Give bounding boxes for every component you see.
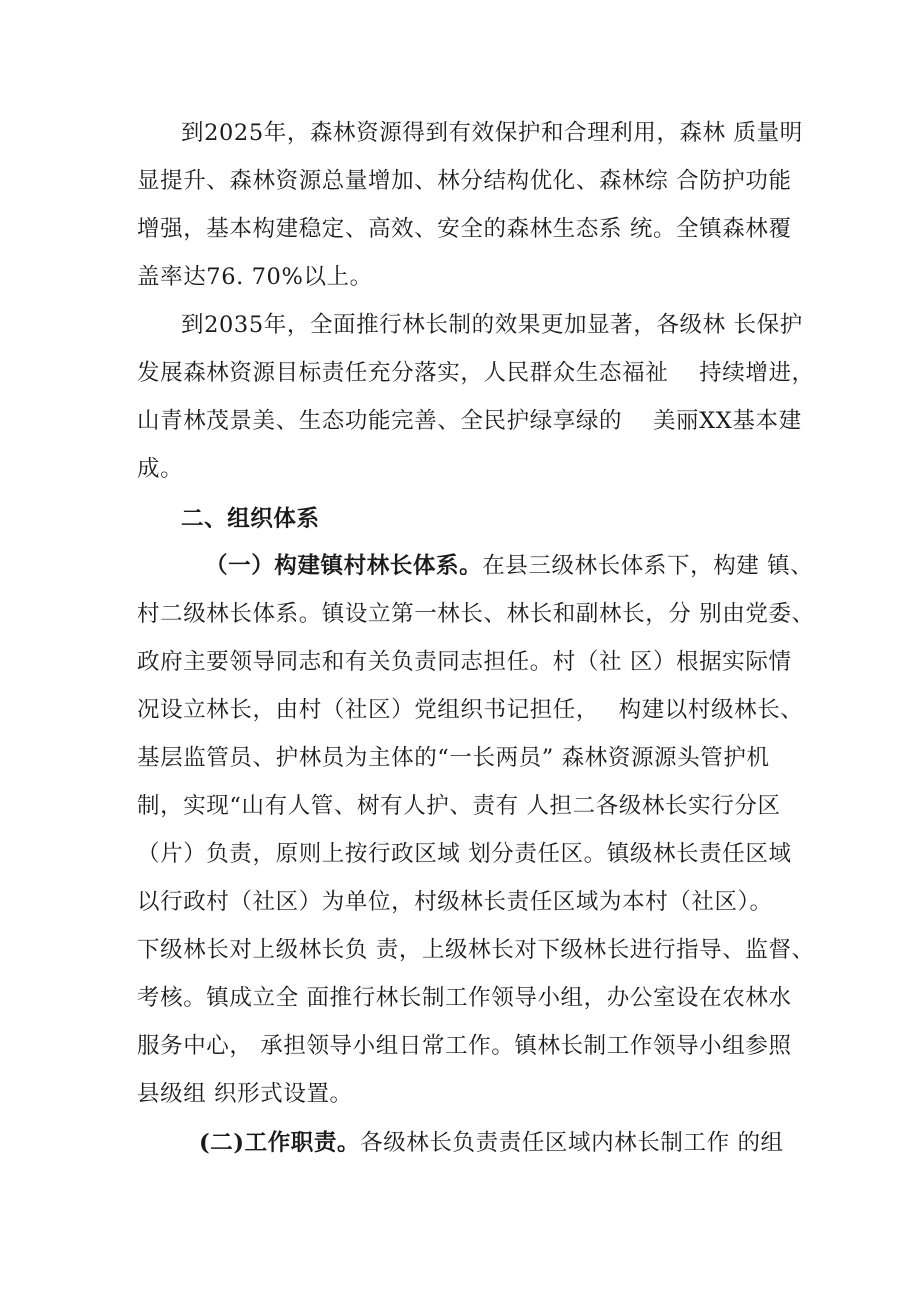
subsection-title: (二)工作职责。 — [199, 1130, 361, 1156]
paragraph-line: 山青林茂景美、生态功能完善、全民护绿享绿的 美丽XX基本建 — [137, 408, 802, 434]
paragraph-line: 制，实现“山有人管、树有人护、责有 人担二各级林长实行分区 — [137, 793, 781, 819]
paragraph-line: 以行政村（社区）为单位，村级林长责任区域为本村（社区）。 — [137, 889, 773, 915]
paragraph-line: 村二级林长体系。镇设立第一林长、林长和副林长，分 别由党委、 — [137, 601, 815, 627]
paragraph-line: 增强，基本构建稳定、高效、安全的森林生态系 统。全镇森林覆 — [137, 216, 792, 242]
paragraph-line: （片）负责，原则上按行政区域 划分责任区。镇级林长责任区域 — [137, 841, 792, 867]
paragraph-line: 到2025年，森林资源得到有效保护和合理利用，森林 质量明 — [181, 120, 803, 146]
paragraph-line: 下级林长对上级林长负 责，上级林长对下级林长进行指导、监督、 — [137, 937, 815, 963]
paragraph-text: 在县三级林长体系下，构建 镇、 — [482, 553, 814, 579]
section-heading: 二、组织体系 — [181, 506, 320, 532]
paragraph-line: 显提升、森林资源总量增加、林分结构优化、森林综 合防护功能 — [137, 168, 792, 194]
paragraph-line: 县级组 织形式设置。 — [137, 1081, 353, 1107]
subsection-title: （一）构建镇村林长体系。 — [205, 553, 483, 579]
paragraph-line: 成。 — [137, 456, 184, 482]
paragraph-line — [199, 1128, 879, 1158]
paragraph-line: 考核。镇成立全 面推行林长制工作领导小组，办公室设在农林水 — [137, 985, 792, 1011]
paragraph-line: 到2035年，全面推行林长制的效果更加显著，各级林 长保护 — [181, 312, 803, 338]
paragraph-line: 基层监管员、护林员为主体的“一长两员” 森林资源源头管护机 — [137, 745, 770, 771]
paragraph-line: 况设立林长，由村（社区）党组织书记担任， 构建以村级林长、 — [137, 697, 804, 723]
paragraph-line: 盖率达76. 70%以上。 — [137, 264, 373, 290]
paragraph-line: 政府主要领导同志和有关负责同志担任。村（社 区）根据实际情 — [137, 649, 792, 675]
paragraph-line: 发展森林资源目标责任充分落实，人民群众生态福祉 持续增进， — [137, 360, 815, 386]
paragraph-line — [205, 551, 885, 581]
paragraph-text: 各级林长负责责任区域内林长制工作 的组 — [360, 1130, 784, 1156]
paragraph-line: 服务中心， 承担领导小组日常工作。镇林长制工作领导小组参照 — [137, 1033, 792, 1059]
